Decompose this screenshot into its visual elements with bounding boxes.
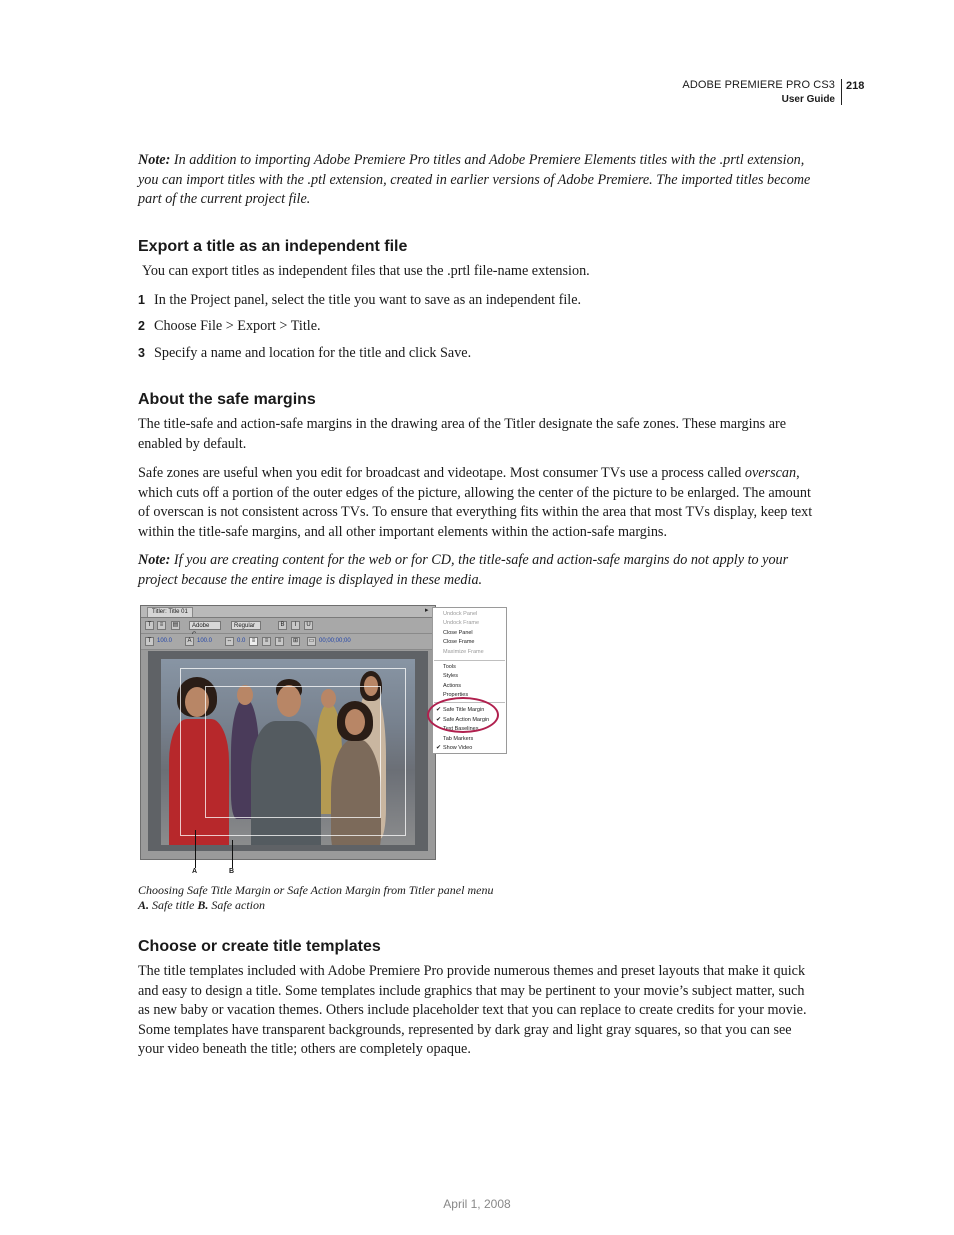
step-text: Choose File > Export > Title. [154,318,321,334]
callout-a: A [192,868,198,875]
align-left-icon[interactable]: ≡ [249,637,258,646]
font-dropdown[interactable]: Adobe [189,621,221,630]
video-frame [161,659,415,845]
section-heading-safe: About the safe margins [138,391,316,408]
show-video-icon[interactable]: ▭ [308,638,315,644]
menu-item-tools[interactable]: Tools [443,664,456,670]
note-web [138,551,816,590]
menu-item-safe-action-margin[interactable]: Safe Action Margin [443,717,490,723]
export-section [138,238,816,256]
titler-panel [140,605,436,860]
titler-tab[interactable]: Titler: Title 01 [147,607,193,617]
font-toolbar [141,618,435,634]
highlight-circle [427,697,499,733]
note-text: In addition to importing Adobe Premiere Pro titles and Adobe Premiere Elements titles with the .prtl extension, you can import titles with the .ptl extension, created in earlier versions of Adobe Premiere. The imported titles become part of the current project file. [138,152,811,208]
safe-p2 [138,464,816,542]
templates-paragraph: The title templates included with Adobe Premiere Pro provide numerous themes and preset layouts that make it quick and easy to design a title. Some templates include graphics that may be pertinent to your movie’s subject matter, such as new baby or vacation themes. Others include placeholder text that you can replace to create credits for your movie. Some templates have transparent backgrounds, represented by dark gray and light gray squares, so that you can see your video beneath the title; others are completely opaque. [138,963,807,1058]
caption-line-1: Choosing Safe Title Margin or Safe Action Margin from Titler panel menu [138,883,494,897]
menu-item-close-panel[interactable]: Close Panel [443,630,473,636]
timecode-value[interactable]: 00;00;00;00 [319,638,351,644]
panel-menu-icon[interactable]: ▸ [425,607,429,614]
running-header [682,79,842,105]
align-center-icon[interactable]: ≡ [262,637,271,646]
kerning-value[interactable]: 100.0 [197,638,213,644]
step-text: Specify a name and location for the title and click Save. [154,345,472,361]
tab-stops-icon[interactable]: ⊞ [292,638,299,644]
check-icon: ✔ [436,717,442,723]
kerning-icon: A [185,637,194,646]
titler-screenshot [140,605,510,877]
guide-name: User Guide [781,94,835,105]
safe-title-margin [205,686,381,818]
safe-p2-end: , which cuts off a portion of the outer edges of the picture, allowing the center of the picture to be enlarged. The amount of overscan is not consistent across TVs. To ensure that everything fits within the area that most TVs display, keep text within the title-safe margins, and all other important elements within the action-safe margins. [138,465,813,540]
style-dropdown[interactable]: Regular [231,621,261,630]
safe-section [138,391,816,409]
export-intro [142,262,820,282]
font-size-value[interactable]: 100.0 [157,638,173,644]
templates-icon[interactable]: ▤ [172,622,179,628]
step-number: 2 [138,319,145,333]
step-text: In the Project panel, select the title you want to save as an independent file. [154,292,582,308]
section-heading-export: Export a title as an independent file [138,238,408,255]
drawing-area[interactable] [148,651,428,851]
callout-line-a [195,830,196,868]
callout-line-b [232,840,233,868]
section-heading-templates: Choose or create title templates [138,938,381,955]
note-text: If you are creating content for the web or for CD, the title-safe and action-safe margins do not apply to your project because the entire image is displayed in these media. [138,552,789,588]
caption-b-text: Safe action [208,898,266,912]
baseline-icon[interactable]: ≡ [157,621,166,630]
font-size-icon: T [145,637,154,646]
menu-separator [434,660,505,661]
menu-item-maximize-frame[interactable]: Maximize Frame [443,649,484,655]
footer-date: April 1, 2008 [443,1197,511,1211]
menu-item-styles[interactable]: Styles [443,673,458,679]
caption-b-label: B. [197,898,209,912]
templates-p1 [138,962,816,1060]
align-right-icon[interactable]: ≡ [275,637,284,646]
safe-p2-start: Safe zones are useful when you edit for broadcast and videotape. Most consumer TVs use a process called [138,465,745,481]
safe-paragraph-1: The title-safe and action-safe margins in the drawing area of the Titler designate the safe zones. These margins are enabled by default. [138,416,787,452]
tracking-icon: ⇔ [226,638,233,644]
figure-caption [138,883,816,913]
step-number: 3 [138,346,145,360]
step-number: 1 [138,293,145,307]
note-label: Note: [138,552,171,568]
menu-item-show-video[interactable]: Show Video [443,745,473,751]
panel-tab-bar [141,606,435,618]
page-number: 218 [846,80,865,92]
menu-item-tab-markers[interactable]: Tab Markers [443,736,474,742]
bold-icon[interactable]: B [278,621,287,630]
menu-item-close-frame[interactable]: Close Frame [443,639,475,645]
export-intro-text: You can export titles as independent files that use the .prtl file-name extension. [142,263,590,279]
tracking-value[interactable]: 0.0 [237,638,246,644]
templates-section [138,938,816,956]
note-label: Note: [138,152,171,168]
size-toolbar [141,634,435,650]
export-step-2 [138,317,816,337]
caption-a-label: A. [138,898,150,912]
menu-item-undock-panel[interactable]: Undock Panel [443,611,478,617]
menu-item-text-baselines[interactable]: Text Baselines [443,726,479,732]
export-step-1 [138,291,816,311]
underline-icon[interactable]: U [304,621,313,630]
check-icon: ✔ [436,707,442,713]
text-tool-icon[interactable]: T [145,621,154,630]
menu-item-undock-frame[interactable]: Undock Frame [443,620,480,626]
callout-b: B [229,868,235,875]
caption-a-text: Safe title [149,898,198,912]
product-name: ADOBE PREMIERE PRO CS3 [682,79,835,91]
check-icon: ✔ [436,745,442,751]
overscan-term: overscan [744,465,797,481]
export-step-3 [138,344,816,364]
menu-item-actions[interactable]: Actions [443,683,462,689]
safe-p1 [138,415,816,454]
italic-icon[interactable]: I [291,621,300,630]
menu-item-properties[interactable]: Properties [443,692,469,698]
note-import [138,151,816,210]
menu-item-safe-title-margin[interactable]: Safe Title Margin [443,707,485,713]
